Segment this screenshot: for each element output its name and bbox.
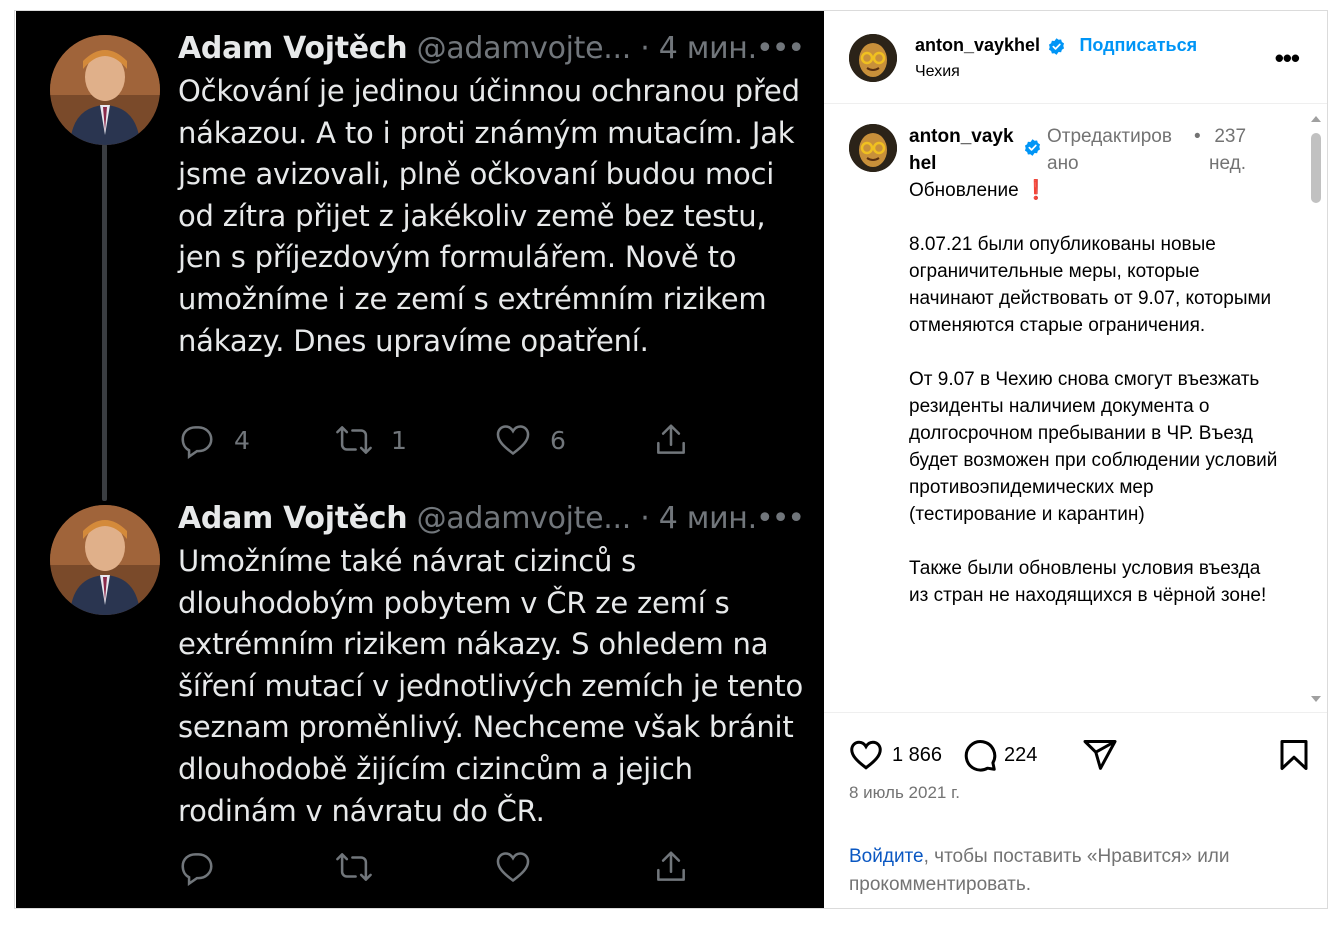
- follow-button[interactable]: Подписаться: [1079, 35, 1198, 55]
- caption-body: [909, 231, 1279, 636]
- retweet-icon: [335, 848, 373, 886]
- scrollbar-thumb[interactable]: [1311, 133, 1321, 203]
- heart-icon: [848, 737, 884, 773]
- edited-line-2: ано: [1047, 153, 1079, 174]
- share-icon: [652, 421, 690, 459]
- caption-paragraph: От 9.07 в Чехию снова смогут въезжать резиденты наличием документа о долгосрочном пребывании в ЧР. Въезд будет возможен при соблюдении условий противоэпидемических мер (тестирование и карантин): [909, 369, 1278, 525]
- reply-button[interactable]: [178, 420, 250, 460]
- more-icon[interactable]: •••: [756, 501, 804, 536]
- retweet-count: 1: [391, 425, 407, 455]
- comment-button[interactable]: [962, 735, 1037, 775]
- share-button[interactable]: [652, 420, 690, 460]
- tweet-header: [178, 501, 757, 536]
- author-handle[interactable]: @adamvojte...: [416, 31, 631, 66]
- comment-icon: [962, 737, 998, 773]
- dot-separator: •: [1194, 126, 1201, 147]
- like-count: 6: [550, 425, 566, 455]
- like-count[interactable]: 1 866: [892, 743, 943, 766]
- like-button[interactable]: [848, 735, 942, 775]
- post-header: [824, 11, 1327, 104]
- verified-badge-icon: [1023, 138, 1042, 157]
- username-line-1: anton_vayk: [909, 126, 1014, 147]
- author-name[interactable]: Adam Vojtěch: [178, 501, 408, 536]
- bookmark-icon: [1276, 737, 1312, 773]
- username-link[interactable]: anton_vaykhel: [915, 35, 1041, 55]
- caption-first-line: [909, 177, 1048, 204]
- tweet-time[interactable]: 4 мин.: [658, 31, 757, 66]
- reply-icon: [178, 421, 216, 459]
- scroll-up-arrow-icon[interactable]: [1306, 112, 1326, 124]
- comments-scroll-area[interactable]: [824, 104, 1327, 712]
- tweet-time[interactable]: 4 мин.: [658, 501, 757, 536]
- heart-icon: [494, 421, 532, 459]
- send-icon: [1082, 737, 1118, 773]
- heart-icon: [494, 848, 532, 886]
- tweet-screenshot: [16, 11, 824, 908]
- more-options-icon[interactable]: •••: [1274, 43, 1299, 73]
- age-line-2: нед.: [1209, 153, 1247, 174]
- tweet-text: Umožníme také návrat cizinců s dlouhodobým pobytem v ČR ze zemí s extrémním rizikem nákazy. S ohledem na šíření mutací v jednotlivých zemích je tento seznam proměnlivý. Nechceme však bránit dlouhodobě žijícím cizincům a jejich rodinám v návratu do ČR.: [178, 544, 804, 828]
- age-line-1: 237: [1214, 126, 1247, 147]
- edited-label: [1047, 123, 1172, 177]
- scroll-down-arrow-icon[interactable]: [1306, 694, 1326, 706]
- share-icon: [652, 848, 690, 886]
- retweet-button[interactable]: [335, 847, 373, 887]
- dot-separator: [1070, 35, 1075, 55]
- tweet-header: [178, 31, 757, 66]
- thread-line: [102, 144, 107, 501]
- like-button[interactable]: [494, 847, 532, 887]
- post-age[interactable]: [1209, 123, 1246, 177]
- tweet-text: Očkování je jedinou účinnou ochranou před nákazou. A to i proti známým mutacím. Jak jsme avizovali, plně očkovaní budou moci od zítra přijet z jakékoliv země bez testu, jen s příjezdovým formulářem. Nově to umožníme i ze zemí s extrémním rizikem nákazy. Dnes upravíme opatření.: [178, 74, 800, 358]
- header-title-row: [915, 35, 1197, 56]
- reply-icon: [178, 848, 216, 886]
- retweet-button[interactable]: [335, 420, 407, 460]
- verified-badge-icon: [1047, 37, 1066, 56]
- login-text: , чтобы поставить «Нравится» или прокомментировать.: [849, 846, 1230, 895]
- login-prompt: [849, 843, 1289, 899]
- edited-line-1: Отредактиров: [1047, 126, 1172, 147]
- avatar[interactable]: [849, 124, 897, 172]
- comment-count[interactable]: 224: [1004, 743, 1038, 766]
- caption-paragraph: 8.07.21 были опубликованы новые ограничительные меры, которые начинают действовать от 9.07, которыми отменяются старые ограничения.: [909, 234, 1272, 336]
- like-button[interactable]: [494, 420, 566, 460]
- separator: ·: [640, 501, 650, 536]
- reply-count: 4: [234, 425, 250, 455]
- author-handle[interactable]: @adamvojte...: [416, 501, 631, 536]
- reply-button[interactable]: [178, 847, 216, 887]
- instagram-panel: [824, 11, 1327, 908]
- caption-paragraph: Также были обновлены условия въезда из стран не находящихся в чёрной зоне!: [909, 558, 1267, 606]
- share-button[interactable]: [1082, 735, 1118, 775]
- post-date[interactable]: 8 июль 2021 г.: [849, 783, 960, 802]
- more-icon[interactable]: •••: [756, 31, 804, 66]
- post-footer: [824, 712, 1327, 909]
- retweet-icon: [335, 421, 373, 459]
- separator: ·: [640, 31, 650, 66]
- exclamation-icon: ❗: [1024, 180, 1048, 201]
- login-link[interactable]: Войдите: [849, 846, 924, 867]
- post-actions: [848, 735, 1308, 775]
- caption-username[interactable]: [909, 123, 1014, 177]
- tweet-actions: [178, 847, 738, 887]
- share-button[interactable]: [652, 847, 690, 887]
- tweet-actions: [178, 420, 738, 460]
- location-link[interactable]: Чехия: [915, 63, 960, 80]
- caption-title: Обновление: [909, 180, 1019, 201]
- avatar[interactable]: [849, 34, 897, 82]
- save-button[interactable]: [1276, 735, 1312, 775]
- avatar: [50, 505, 160, 615]
- avatar: [50, 35, 160, 145]
- username-line-2: hel: [909, 153, 937, 174]
- scrollbar[interactable]: [1305, 104, 1325, 712]
- author-name[interactable]: Adam Vojtěch: [178, 31, 408, 66]
